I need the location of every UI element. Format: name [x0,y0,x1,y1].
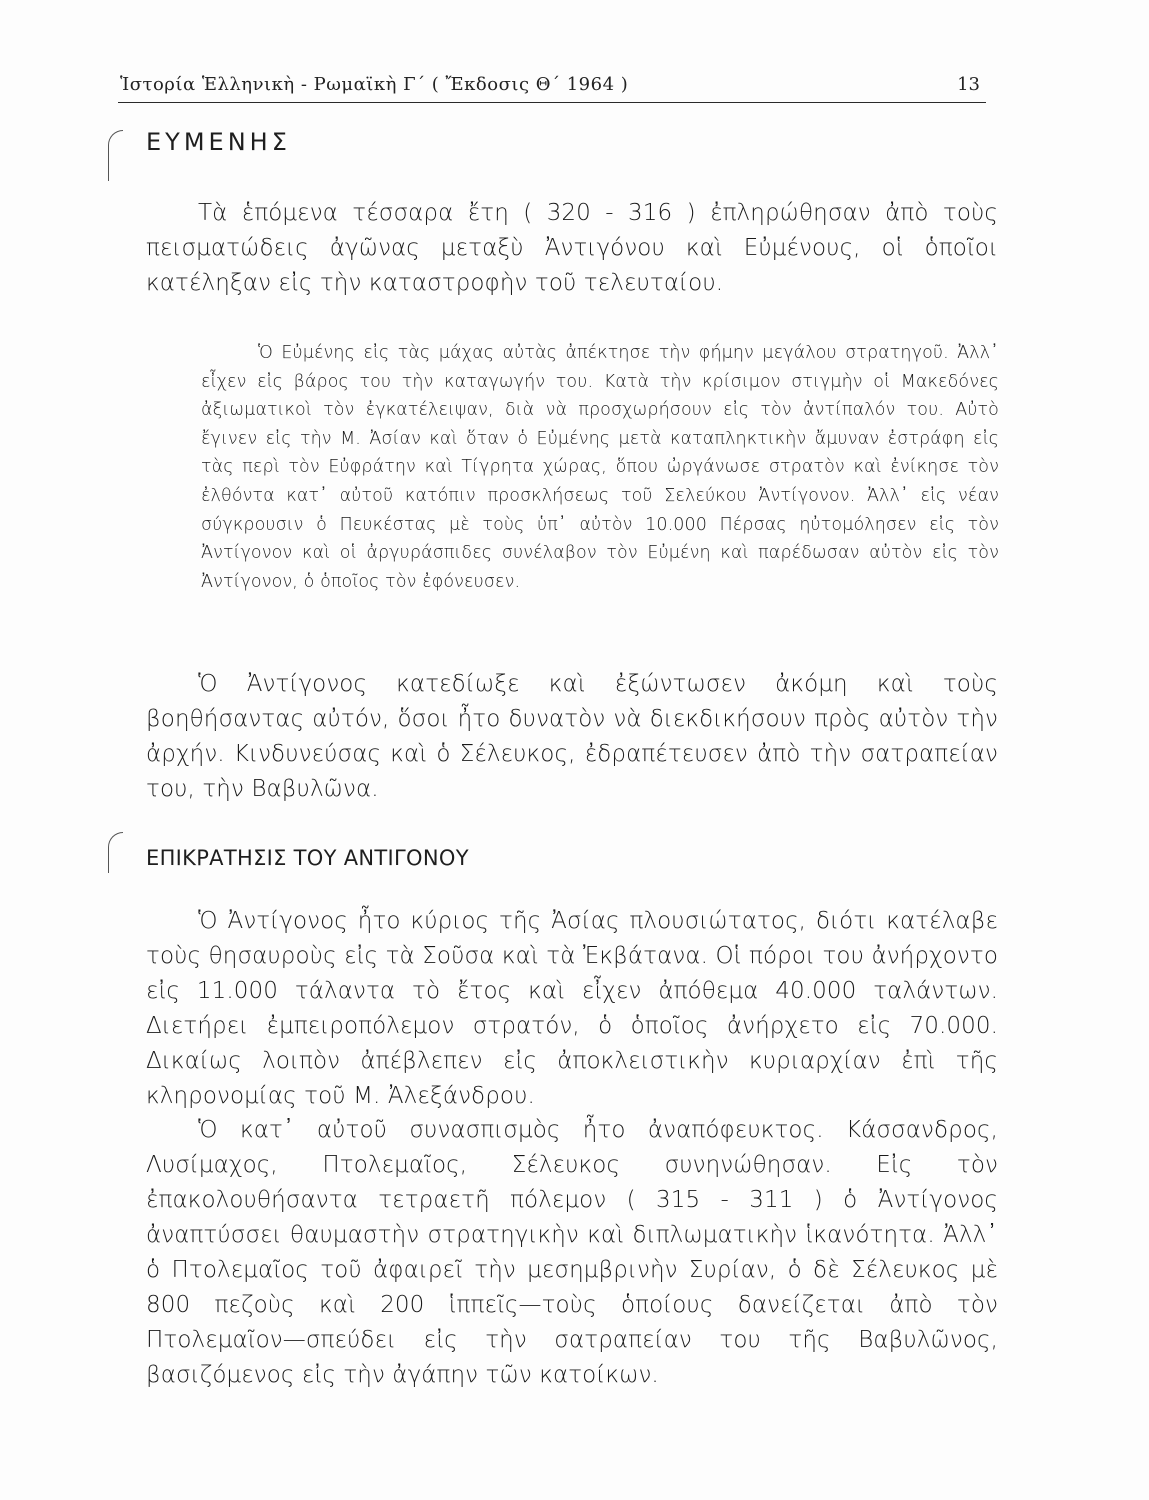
running-title: Ἱστορία Ἑλληνικὴ - Ρωμαϊκὴ Γ΄ ( Ἔκδοσις Θ΄ 1964 ) [120,74,629,95]
paragraph: Ὁ Ἀντίγονος κατεδίωξε καὶ ἐξώντωσεν ἀκόμη καὶ τοὺς βοηθήσαντας αὐτόν, ὅσοι ἦτο δυνατὸν νὰ διεκδικήσουν πρὸς αὐτὸν τὴν ἀρχήν. Κινδυνεύσας καὶ ὁ Σέλευκος, ἐδραπέτευσεν ἀπὸ τὴν σατραπείαν του, τὴν Βαβυλῶνα. [146,671,998,802]
paragraph-small-print: Ὁ Εὐμένης εἰς τὰς μάχας αὐτὰς ἀπέκτησε τὴν φήμην μεγάλου στρατηγοῦ. Ἀλλ᾽ εἶχεν εἰς βάρος του τὴν καταγωγήν του. Κατὰ τὴν κρίσιμον στιγμὴν οἱ Μακεδόνες ἀξιωματικοὶ τὸν ἐγκατέλειψαν, διὰ νὰ προσχωρήσουν εἰς τὸν ἀντίπαλόν του. Αὐτὸ ἔγινεν εἰς τὴν Μ. Ἀσίαν καὶ ὅταν ὁ Εὐμένης μετὰ καταπληκτικὴν ἄμυναν ἐστράφη εἰς τὰς περὶ τὸν Εὐφράτην καὶ Τίγρητα χώρας, ὅπου ὠργάνωσε στρατὸν καὶ ἐνίκησε τὸν ἐλθόντα κατ᾽ αὐτοῦ κατόπιν προσκλήσεως τοῦ Σελεύκου Ἀντίγονον. Ἀλλ᾽ εἰς νέαν σύγκρουσιν ὁ Πευκέστας μὲ τοὺς ὑπ᾽ αὐτὸν 10.000 Πέρσας ηὐτομόλησεν εἰς τὸν Ἀντίγονον καὶ οἱ ἀργυράσπιδες συνέλαβον τὸν Εὐμένη καὶ παρέδωσαν αὐτὸν εἰς τὸν Ἀντίγονον, ὁ ὁποῖος τὸν ἐφόνευσεν. [201,343,999,592]
paragraph: Ὁ Ἀντίγονος ἦτο κύριος τῆς Ἀσίας πλουσιώτατος, διότι κατέλαβε τοὺς θησαυροὺς εἰς τὰ Σοῦσα καὶ τὰ Ἐκβάτανα. Οἱ πόροι του ἀνήρχοντο εἰς 11.000 τάλαντα τὸ ἔτος καὶ εἶχεν ἀπόθεμα 40.000 ταλάντων. Διετήρει ἐμπειροπόλεμον στρατόν, ὁ ὁποῖος ἀνήρχετο εἰς 70.000. Δικαίως λοιπὸν ἀπέβλεπεν εἰς ἀποκλειστικὴν κυριαρχίαν ἐπὶ τῆς κληρονομίας τοῦ Μ. Ἀλεξάνδρου. [146,908,998,1109]
page-header [118,70,986,103]
paragraph: Ὁ κατ᾽ αὐτοῦ συνασπισμὸς ἦτο ἀναπόφευκτος. Κάσσανδρος, Λυσίμαχος, Πτολεμαῖος, Σέλευκος συνηνώθησαν. Εἰς τὸν ἐπακολουθήσαντα τετραετῆ πόλεμον ( 315 - 311 ) ὁ Ἀντίγονος ἀναπτύσσει θαυμαστὴν στρατηγικὴν καὶ διπλωματικὴν ἱκανότητα. Ἀλλ᾽ ὁ Πτολεμαῖος τοῦ ἀφαιρεῖ τὴν μεσημβρινὴν Συρίαν, ὁ δὲ Σέλευκος μὲ 800 πεζοὺς καὶ 200 ἱππεῖς—τοὺς ὁποίους δανείζεται ἀπὸ τὸν Πτολεμαῖον—σπεύδει εἰς τὴν σατραπείαν του τῆς Βαβυλῶνος, βασιζόμενος εἰς τὴν ἀγάπην τῶν κατοίκων. [146,1117,998,1388]
page-number: 13 [957,74,980,95]
section-title-antigonus: ΕΠΙΚΡΑΤΗΣΙΣ ΤΟΥ ΑΝΤΙΓΟΝΟΥ [146,846,469,870]
paragraph: Τὰ ἑπόμενα τέσσαρα ἔτη ( 320 - 316 ) ἐπληρώθησαν ἀπὸ τοὺς πεισματώδεις ἀγῶνας μεταξὺ Ἀντιγόνου καὶ Εὐμένους, οἱ ὁποῖοι κατέληξαν εἰς τὴν καταστροφὴν τοῦ τελευταίου. [146,200,998,296]
margin-pencil-mark [108,130,123,181]
section-title-eumenes: ΕΥΜΕΝΗΣ [146,128,291,156]
margin-pencil-mark [108,832,123,873]
